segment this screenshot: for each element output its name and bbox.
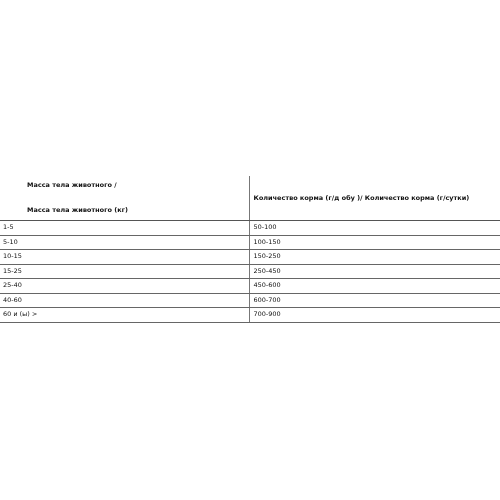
table-row — [0, 221, 500, 236]
cell-food-amount: 600-700 — [249, 293, 500, 308]
header-body-mass — [0, 176, 249, 221]
cell-body-mass: 5-10 — [0, 235, 249, 250]
table-row — [0, 235, 500, 250]
cell-body-mass: 15-25 — [0, 264, 249, 279]
table-row — [0, 264, 500, 279]
cell-body-mass: 60 и (ы) > — [0, 308, 249, 323]
header-body-mass-line2: Масса тела животного (кг) — [27, 206, 128, 214]
table-row — [0, 250, 500, 265]
cell-food-amount: 100-150 — [249, 235, 500, 250]
feeding-table-container — [0, 176, 500, 323]
header-food-amount: Количество корма (г/д обу )/ Количество корма (г/сутки) — [249, 176, 500, 221]
cell-food-amount: 450-600 — [249, 279, 500, 294]
feeding-table — [0, 176, 500, 323]
table-row — [0, 293, 500, 308]
cell-food-amount: 50-100 — [249, 221, 500, 236]
cell-food-amount: 700-900 — [249, 308, 500, 323]
header-body-mass-line1: Масса тела животного / — [27, 181, 117, 189]
cell-body-mass: 10-15 — [0, 250, 249, 265]
table-row — [0, 308, 500, 323]
cell-body-mass: 40-60 — [0, 293, 249, 308]
cell-body-mass: 1-5 — [0, 221, 249, 236]
table-row — [0, 279, 500, 294]
cell-body-mass: 25-40 — [0, 279, 249, 294]
cell-food-amount: 250-450 — [249, 264, 500, 279]
table-header-row — [0, 176, 500, 221]
cell-food-amount: 150-250 — [249, 250, 500, 265]
